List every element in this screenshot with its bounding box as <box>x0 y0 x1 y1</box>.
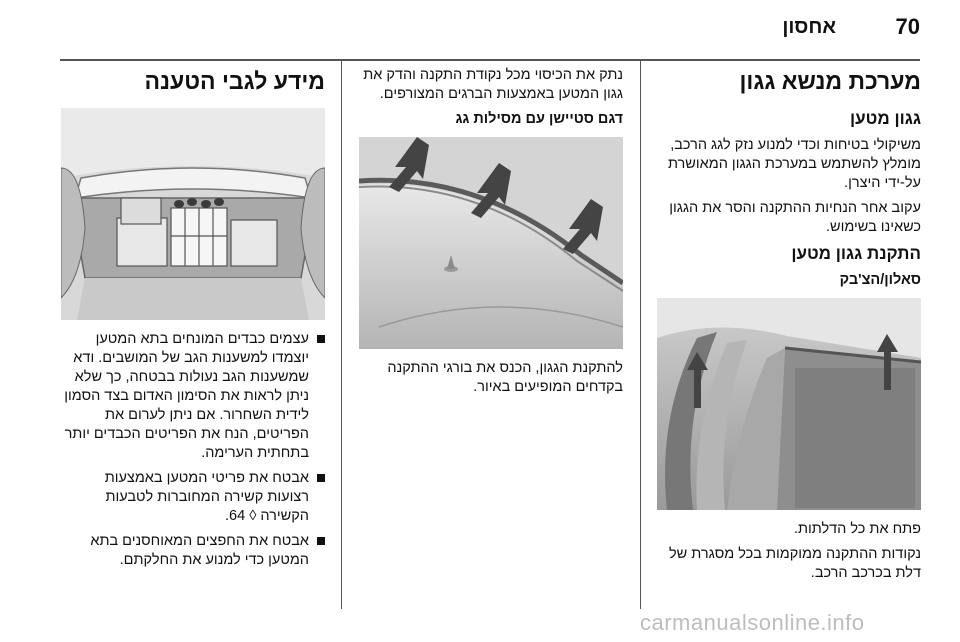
roof-rack-paragraph-2: עקוב אחר הנחיות ההתקנה והסר את הגגון כשאינו בשימוש. <box>669 200 921 235</box>
right-section-title: מערכת מנשא גגון <box>739 68 921 94</box>
installation-subtitle: התקנת גגון מטען <box>791 244 921 263</box>
list-item: עצמים כבדים המונחים בתא המטען יוצמדו למשענות הגב של המושבים. ודא שמשענות הגב נעולות בבטחה, כך שלא ניתן לראות את הסימון האדום בצד הסמון לידית השחרור. אם ניתן לערום את הפריטים, הנח את הפריטים הכבדים יותר בתחתית הערימה. <box>60 330 325 463</box>
tighten-paragraph: נתק את הכיסוי מכל נקודת התקנה והדק את גגון המטען באמצעות הברגים המצורפים. <box>363 67 623 102</box>
station-wagon-subtitle: דגם סטיישן עם מסילות גג <box>455 111 623 127</box>
insert-bolts-paragraph: להתקנת הגגון, הכנס את בורגי ההתקנה בקדחים המופיעים באיור. <box>387 360 623 395</box>
mount-points-paragraph: נקודות ההתקנה ממוקמות בכל מסגרת של דלת בכרכב הרכב. <box>669 546 921 581</box>
loading-info-title: מידע לגבי הטענה <box>144 68 325 94</box>
open-doors-paragraph: פתח את כל הדלתות. <box>793 521 921 537</box>
roof-rack-paragraph-1: משיקולי בטיחות וכדי למנוע נזק לגג הרכב, מומלץ להשתמש במערכת הגגון המאושרת על-ידי היצרן. <box>667 137 921 191</box>
roof-rack-subtitle: גגון מטען <box>850 109 921 128</box>
list-item: אבטח את פריטי המטען באמצעות רצועות קשירה המחוברות לטבעות הקשירה ◊ 64. <box>60 469 325 526</box>
right-column <box>656 66 921 611</box>
column-divider-right <box>640 61 641 609</box>
page-header <box>60 14 920 44</box>
bullet-square-icon <box>317 537 325 545</box>
bullet-square-icon <box>317 474 325 482</box>
bullet-square-icon <box>317 335 325 343</box>
page-number: 70 <box>895 14 920 39</box>
column-divider-left <box>341 61 342 609</box>
door-frame-image <box>657 298 921 510</box>
middle-column <box>358 66 623 611</box>
header-rule <box>60 59 920 61</box>
loading-tips-list <box>60 330 325 570</box>
section-name: אחסון <box>782 16 836 38</box>
body-type-subtitle: סאלון/הצ'בק <box>839 272 921 288</box>
watermark: carmanualsonline.info <box>640 610 865 635</box>
left-column <box>60 66 325 611</box>
list-item: אבטח את החפצים המאוחסנים בתא המטען כדי למנוע את החלקתם. <box>60 532 325 570</box>
trunk-loading-image <box>61 108 325 320</box>
roof-rails-image <box>359 137 623 349</box>
